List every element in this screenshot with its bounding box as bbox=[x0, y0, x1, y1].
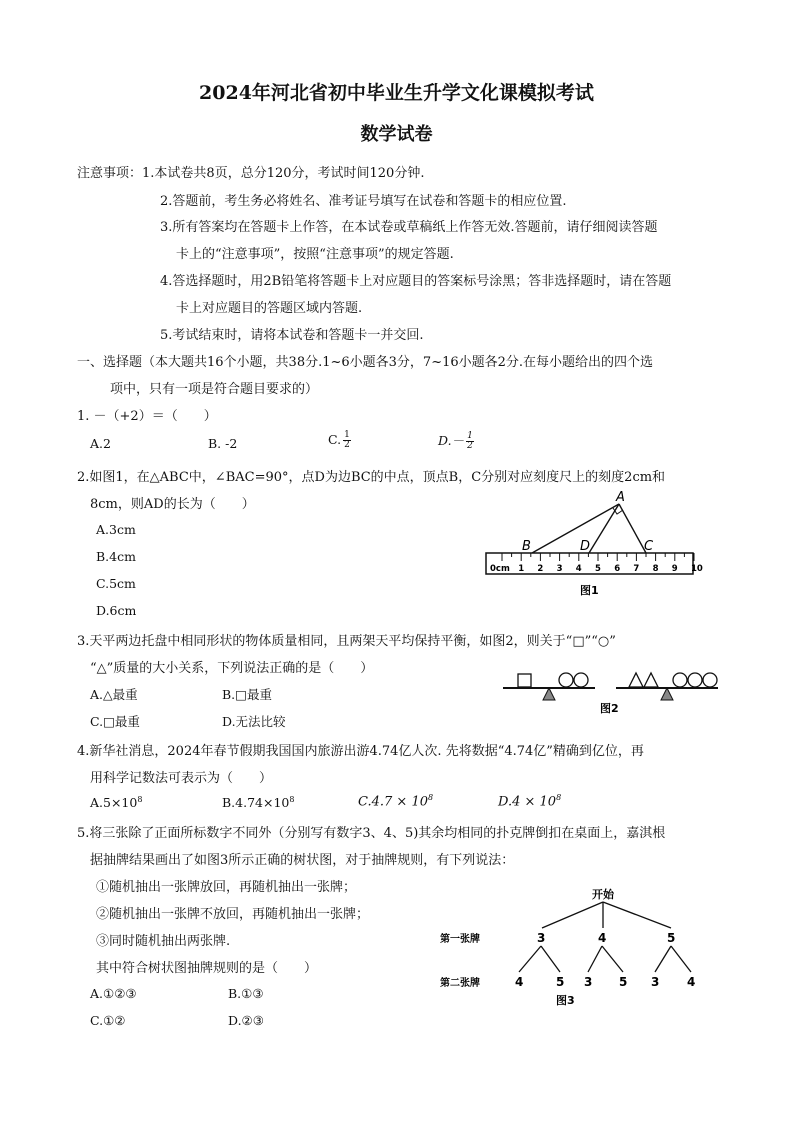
balance-left bbox=[503, 673, 595, 700]
circle-shape bbox=[688, 673, 702, 687]
section1-heading-a: 一、选择题（本大题共16个小题，共38分.1~6小题各3分，7~16小题各2分.在每小题给出的四个选 bbox=[77, 355, 654, 370]
tree-first-5: 5 bbox=[667, 931, 676, 945]
q5-rule-3: ③同时随机抽出两张牌. bbox=[96, 934, 231, 949]
tree-first-3: 3 bbox=[537, 931, 546, 945]
figure-3-tree-diagram bbox=[435, 880, 710, 1015]
q4-stem-b: 用科学记数法可表示为（ ） bbox=[90, 771, 273, 786]
tree-second-3-5: 5 bbox=[556, 975, 565, 989]
circle-shape bbox=[703, 673, 717, 687]
note-3a: 3.所有答案均在答题卡上作答，在本试卷或草稿纸上作答无效.答题前，请仔细阅读答题 bbox=[160, 220, 658, 235]
q2-option-a: A.3cm bbox=[96, 522, 136, 537]
q1-option-d-fraction: $\frac{1}{2}$ bbox=[467, 431, 473, 451]
side-ac bbox=[619, 504, 646, 553]
q5-rule-2: ②随机抽出一张牌不放回，再随机抽出一张牌； bbox=[96, 907, 370, 922]
q3-option-d: D.无法比较 bbox=[222, 714, 286, 729]
ruler-label: 0cm bbox=[490, 564, 510, 574]
label-d: D bbox=[580, 539, 591, 554]
ruler-label: 2 bbox=[537, 564, 544, 574]
tree-row1-label: 第一张牌 bbox=[440, 934, 480, 945]
q1-option-c-fraction: $\frac{1}{2}$ bbox=[344, 430, 350, 450]
q2-stem-b: 8cm，则AD的长为（ ） bbox=[90, 497, 255, 512]
figure-3-caption: 图3 bbox=[556, 994, 575, 1007]
ruler-label: 4 bbox=[575, 564, 582, 574]
q5-option-a: A.①②③ bbox=[90, 986, 137, 1001]
ruler-label: 3 bbox=[556, 564, 563, 574]
note-3b: 卡上的“注意事项”，按照“注意事项”的规定答题. bbox=[176, 247, 454, 262]
q2-option-c: C.5cm bbox=[96, 576, 136, 591]
balance-right bbox=[616, 673, 718, 700]
q3-option-a: A.△最重 bbox=[90, 687, 138, 702]
q4-stem-a: 4.新华社消息，2024年春节假期我国国内旅游出游4.74亿人次. 先将数据“4.74亿”精确到亿位，再 bbox=[77, 744, 644, 759]
q3-option-c: C.□最重 bbox=[90, 714, 140, 729]
tree-root: 开始 bbox=[592, 888, 614, 901]
q1-stem: 1. －（+2）＝（ ） bbox=[77, 409, 217, 424]
circle-shape bbox=[574, 673, 588, 687]
q5-stem-b: 据抽牌结果画出了如图3所示正确的树状图，对于抽牌规则，有下列说法： bbox=[90, 853, 515, 868]
label-b: B bbox=[522, 539, 531, 554]
q4-option-d: $D.4 \times 10^8$ bbox=[498, 793, 562, 810]
ruler bbox=[486, 553, 693, 574]
q1-option-d: D.－ $\frac{1}{2}$ bbox=[438, 431, 473, 451]
q1-option-b: B. -2 bbox=[208, 436, 238, 451]
triangle-shape bbox=[644, 673, 658, 687]
ruler-label: 9 bbox=[671, 564, 678, 574]
tree-second-3-4: 4 bbox=[515, 975, 524, 989]
tree-second-5-4: 4 bbox=[687, 975, 696, 989]
square-shape bbox=[518, 674, 531, 687]
q2-stem-a: 2.如图1，在△ABC中，∠BAC=90°，点D为边BC的中点，顶点B，C分别对应刻度尺上的刻度2cm和 bbox=[77, 470, 666, 485]
notes-line-1 bbox=[77, 162, 424, 181]
side-ab bbox=[532, 504, 619, 553]
q3-stem-a: 3.天平两边托盘中相同形状的物体质量相同，且两架天平均保持平衡，如图2，则关于“□”“○” bbox=[77, 634, 616, 649]
figure-2-balances bbox=[498, 660, 723, 720]
ruler-label: 7 bbox=[633, 564, 640, 574]
tree-edges-level-1 bbox=[542, 902, 671, 928]
q5-stem-a: 5.将三张除了正面所标数字不同外（分别写有数字3、4、5)其余均相同的扑克牌倒扣在桌面上，嘉淇根 bbox=[77, 826, 666, 841]
ruler-label: 1 bbox=[518, 564, 525, 574]
note-5: 5.考试结束时，请将本试卷和答题卡一并交回. bbox=[160, 328, 424, 343]
ruler-label: 6 bbox=[614, 564, 621, 574]
q5-option-d: D.②③ bbox=[228, 1013, 264, 1028]
q4-option-c: $C.4.7 \times 10^8$ bbox=[358, 793, 434, 810]
q1-option-c: C. $\frac{1}{2}$ bbox=[328, 430, 350, 450]
tree-edges-level-2 bbox=[519, 946, 691, 972]
figure-2-caption: 图2 bbox=[600, 702, 619, 715]
figure-1-caption: 图1 bbox=[580, 584, 599, 597]
label-a: A bbox=[616, 490, 625, 505]
q3-option-b: B.□最重 bbox=[222, 687, 272, 702]
q5-option-c: C.①② bbox=[90, 1013, 126, 1028]
q4-option-b: $B.4.74\times 10^8$ bbox=[222, 795, 295, 811]
circle-shape bbox=[673, 673, 687, 687]
figure-1-triangle-ruler bbox=[480, 490, 703, 600]
note-2: 2.答题前，考生务必将姓名、准考证号填写在试卷和答题卡的相应位置. bbox=[160, 194, 567, 209]
q5-ask: 其中符合树状图抽牌规则的是（ ） bbox=[96, 961, 318, 976]
q4-option-a: $A.5\times 10^8$ bbox=[90, 795, 143, 811]
tree-second-4-3: 3 bbox=[584, 975, 593, 989]
circle-shape bbox=[559, 673, 573, 687]
fulcrum bbox=[661, 688, 673, 700]
triangle-shape bbox=[629, 673, 643, 687]
tree-second-4-5: 5 bbox=[619, 975, 628, 989]
q1-option-a: A.2 bbox=[90, 436, 111, 451]
ruler-label: 5 bbox=[595, 564, 601, 574]
fulcrum bbox=[543, 688, 555, 700]
segment-ad bbox=[589, 504, 619, 553]
q2-option-d: D.6cm bbox=[96, 603, 137, 618]
ruler-label: 8 bbox=[652, 564, 659, 574]
note-1: 1.本试卷共8页，总分120分，考试时间120分钟. bbox=[142, 166, 425, 181]
note-4b: 卡上对应题目的答题区域内答题. bbox=[176, 301, 363, 316]
q2-option-b: B.4cm bbox=[96, 549, 136, 564]
section1-heading-b: 项中，只有一项是符合题目要求的） bbox=[110, 382, 319, 397]
tree-first-4: 4 bbox=[598, 931, 607, 945]
q5-option-b: B.①③ bbox=[228, 986, 264, 1001]
q5-rule-1: ①随机抽出一张牌放回，再随机抽出一张牌； bbox=[96, 880, 357, 895]
exam-title: 2024年河北省初中毕业生升学文化课模拟考试 bbox=[199, 82, 594, 104]
q3-stem-b: “△”质量的大小关系，下列说法正确的是（ ） bbox=[90, 661, 374, 676]
label-c: C bbox=[644, 539, 654, 554]
tree-row2-label: 第二张牌 bbox=[440, 978, 480, 989]
note-4a: 4.答选择题时，用2B铅笔将答题卡上对应题目的答案标号涂黑；答非选择题时，请在答题 bbox=[160, 274, 672, 289]
ruler-label: 10 bbox=[691, 564, 703, 574]
notes-label: 注意事项： bbox=[77, 166, 143, 181]
tree-second-5-3: 3 bbox=[651, 975, 660, 989]
exam-subtitle: 数学试卷 bbox=[360, 124, 433, 145]
